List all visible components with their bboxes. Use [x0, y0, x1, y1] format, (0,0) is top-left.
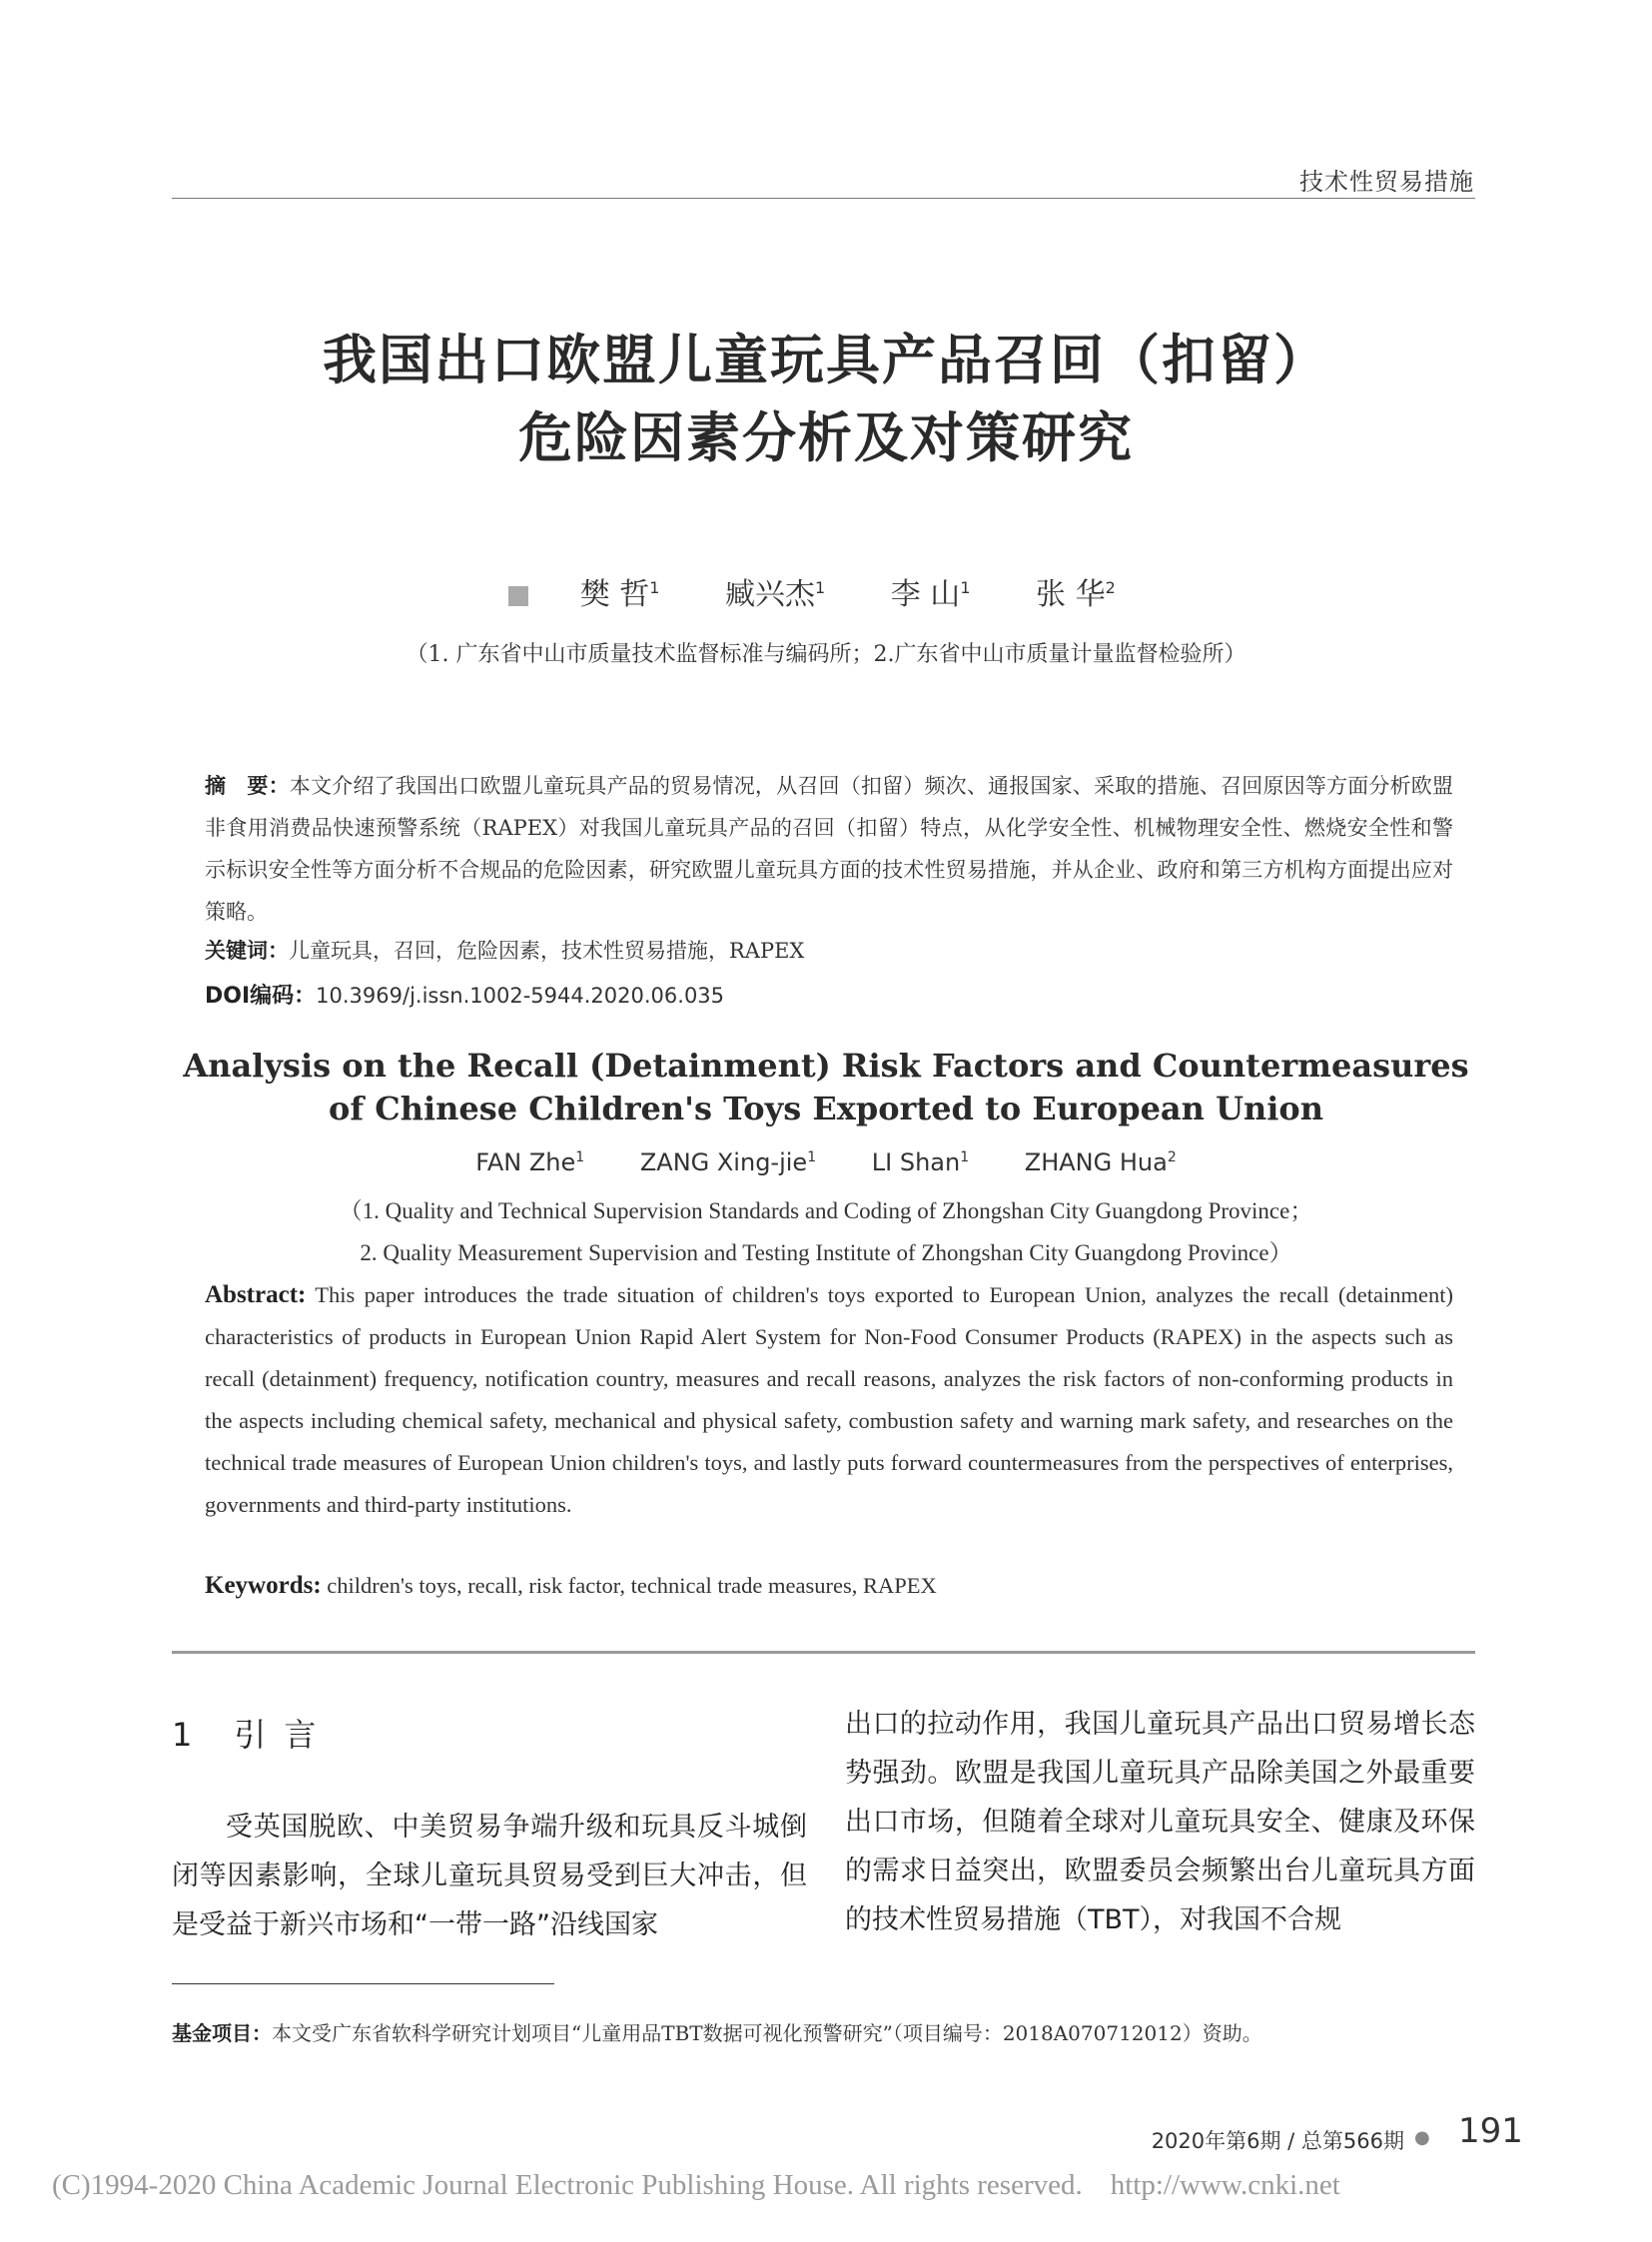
issue-info: 2020年第6期 / 总第566期 — [1151, 2129, 1404, 2153]
author-en — [475, 1148, 584, 1176]
author-sup: 1 — [960, 1149, 970, 1165]
abstract-cn — [205, 765, 1453, 933]
abstract-cn-text: 本文介绍了我国出口欧盟儿童玩具产品的贸易情况，从召回（扣留）频次、通报国家、采取的措施、召回原因等方面分析欧盟非食用消费品快速预警系统（RAPEX）对我国儿童玩具产品的召回（扣留）特点，从化学安全性、机械物理安全性、燃烧安全性和警示标识安全性等方面分析不合规品的危险因素，研究欧盟儿童玩具方面的技术性贸易措施，并从企业、政府和第三方机构方面提出应对策略。 — [205, 774, 1454, 924]
author-cn — [580, 577, 660, 612]
author-sup: 1 — [807, 1149, 817, 1165]
copyright-text: (C)1994-2020 China Academic Journal Electronic Publishing House. All rights reserved. — [52, 2169, 1083, 2201]
author-name: 樊 哲 — [579, 577, 650, 612]
footnote-label: 基金项目： — [172, 2021, 272, 2045]
author-name: LI Shan — [871, 1148, 961, 1176]
section-title: 引言 — [234, 1716, 335, 1754]
keywords-cn-text: 儿童玩具，召回，危险因素，技术性贸易措施，RAPEX — [289, 939, 805, 963]
title-en-line2: of Chinese Children's Toys Exported to European Union — [328, 1090, 1323, 1127]
footnote-divider — [172, 1983, 554, 1984]
doi — [205, 979, 1453, 1010]
title-en — [160, 1045, 1492, 1130]
abstract-cn-label: 摘 要： — [205, 774, 290, 798]
keywords-en — [205, 1572, 1453, 1600]
square-bullet-icon — [508, 586, 528, 606]
copyright-watermark — [52, 2169, 1340, 2202]
author-en — [640, 1148, 816, 1176]
section-divider — [172, 1651, 1475, 1654]
authors-cn — [160, 569, 1492, 613]
author-en — [872, 1148, 969, 1176]
doi-text: 10.3969/j.issn.1002-5944.2020.06.035 — [316, 984, 725, 1008]
keywords-en-label: Keywords: — [205, 1572, 322, 1599]
author-sup: 1 — [960, 578, 971, 597]
author-en — [1025, 1148, 1177, 1176]
author-sup: 1 — [649, 578, 660, 597]
author-sup: 1 — [575, 1149, 585, 1165]
affiliation-en-line2: 2. Quality Measurement Supervision and Testing Institute of Zhongshan City Guangdong Province） — [360, 1240, 1292, 1265]
author-cn — [1036, 577, 1116, 612]
author-name: 李 山 — [890, 577, 961, 612]
affiliation-en-line1: （1. Quality and Technical Supervision Standards and Coding of Zhongshan City Guangdong Province； — [339, 1198, 1313, 1223]
cnki-link[interactable]: http://www.cnki.net — [1110, 2169, 1340, 2201]
section-label: 技术性贸易措施 — [1299, 168, 1474, 196]
author-name: 张 华 — [1036, 577, 1106, 612]
title-en-line1: Analysis on the Recall (Detainment) Risk Factors and Countermeasures — [183, 1047, 1469, 1085]
author-name: ZHANG Hua — [1024, 1148, 1168, 1176]
bullet-icon: ● — [1414, 2127, 1430, 2148]
title-cn-line1: 我国出口欧盟儿童玩具产品召回（扣留） — [323, 329, 1329, 391]
footnote — [172, 2017, 1475, 2046]
doi-label: DOI编码： — [205, 984, 317, 1009]
abstract-en-label: Abstract: — [205, 1281, 307, 1308]
author-sup: 1 — [815, 578, 826, 597]
affiliation-cn: （1. 广东省中山市质量技术监督标准与编码所；2.广东省中山市质量计量监督检验所） — [406, 642, 1246, 667]
header-divider — [172, 198, 1475, 199]
author-name: 臧兴杰 — [725, 577, 816, 612]
author-name: ZANG Xing-jie — [639, 1148, 808, 1176]
section-number: 1 — [172, 1716, 193, 1754]
section-heading — [172, 1710, 334, 1756]
body-column-left: 受英国脱欧、中美贸易争端升级和玩具反斗城倒闭等因素影响，全球儿童玩具贸易受到巨大冲击，但是受益于新兴市场和“一带一路”沿线国家 — [172, 1812, 807, 1940]
author-cn — [891, 577, 971, 612]
title-cn-line2: 危险因素分析及对策研究 — [518, 406, 1134, 469]
abstract-en — [205, 1274, 1453, 1526]
footnote-text: 本文受广东省软科学研究计划项目“儿童用品TBT数据可视化预警研究”（项目编号：2018A070712012）资助。 — [272, 2021, 1262, 2045]
author-name: FAN Zhe — [475, 1148, 576, 1176]
affiliation-en — [160, 1190, 1492, 1274]
abstract-en-text: This paper introduces the trade situation of children's toys exported to European Union, analyzes the recall (detainment) characteristics of products in European Union Rapid Alert System for Non-Food Consumer Products (RAPEX) in the aspects such as recall (detainment) frequency, notification country, measures and recall reasons, analyzes the risk factors of non-conforming products in the aspects including chemical safety, mechanical and physical safety, combustion safety and warning mark safety, and researches on the technical trade measures of European Union children's toys, and lastly puts forward countermeasures from the perspectives of enterprises, governments and third-party institutions. — [205, 1282, 1453, 1517]
author-sup: 2 — [1167, 1149, 1177, 1165]
keywords-cn-label: 关键词： — [205, 939, 289, 963]
body-column-right: 出口的拉动作用，我国儿童玩具产品出口贸易增长态势强劲。欧盟是我国儿童玩具产品除美国之外最重要出口市场，但随着全球对儿童玩具安全、健康及环保的需求日益突出，欧盟委员会频繁出台儿童玩具方面的技术性贸易措施（TBT），对我国不合规 — [845, 1709, 1475, 1935]
keywords-en-text: children's toys, recall, risk factor, technical trade measures, RAPEX — [327, 1573, 937, 1598]
authors-en — [160, 1148, 1492, 1176]
author-cn — [725, 577, 825, 612]
keywords-cn — [205, 935, 1453, 965]
author-sup: 2 — [1105, 578, 1116, 597]
page-number: 191 — [1458, 2111, 1523, 2151]
title-cn — [160, 322, 1492, 477]
